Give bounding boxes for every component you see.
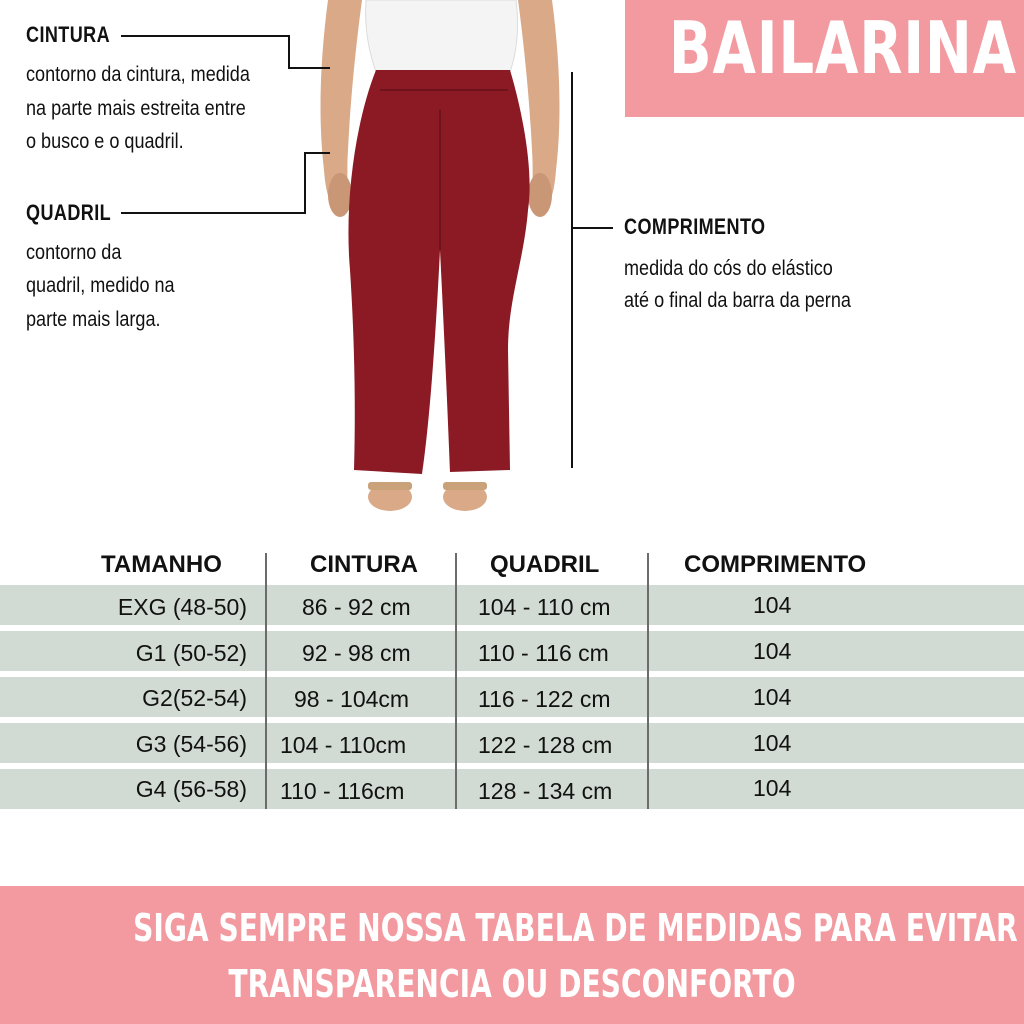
cintura-description-2: na parte mais estreita entre — [26, 97, 246, 120]
table-column-divider — [647, 553, 649, 809]
table-cell-tamanho: G3 (54-56) — [135, 731, 247, 757]
quadril-description-2: quadril, medido na — [26, 274, 175, 297]
table-cell-comprimento: 104 — [753, 775, 792, 801]
table-cell-comprimento: 104 — [753, 638, 792, 664]
quadril-leader-line-vertical — [304, 152, 306, 214]
title-banner — [625, 0, 1024, 117]
table-cell-quadril: 122 - 128 cm — [478, 732, 613, 758]
cintura-heading: CINTURA — [26, 22, 111, 47]
table-cell-tamanho: G2(52-54) — [142, 685, 247, 711]
quadril-leader-line-end — [304, 152, 330, 154]
table-header-cintura: CINTURA — [310, 551, 418, 578]
table-column-divider — [455, 553, 457, 809]
table-cell-tamanho: G1 (50-52) — [135, 640, 247, 666]
comprimento-heading: COMPRIMENTO — [624, 214, 766, 239]
comprimento-description-2: até o final da barra da perna — [624, 289, 851, 312]
table-cell-cintura: 92 - 98 cm — [302, 640, 411, 666]
cintura-description-1: contorno da cintura, medida — [26, 63, 250, 86]
footer-text-line-1: SIGA SEMPRE NOSSA TABELA DE MEDIDAS PARA EVITAR — [133, 906, 1018, 950]
cintura-leader-line-vertical — [288, 35, 290, 69]
table-header-quadril: QUADRIL — [490, 551, 600, 578]
comprimento-description-1: medida do cós do elástico — [624, 257, 833, 280]
table-header-tamanho: TAMANHO — [101, 551, 222, 578]
table-cell-comprimento: 104 — [753, 730, 792, 756]
table-cell-comprimento: 104 — [753, 592, 792, 618]
table-cell-cintura: 98 - 104cm — [294, 686, 410, 712]
table-cell-cintura: 110 - 116cm — [280, 778, 405, 804]
quadril-description-1: contorno da — [26, 241, 122, 264]
table-cell-quadril: 128 - 134 cm — [478, 778, 613, 804]
table-column-divider — [265, 553, 267, 809]
quadril-description-3: parte mais larga. — [26, 308, 161, 331]
footer-text-line-2: TRANSPARENCIA OU DESCONFORTO — [228, 962, 796, 1006]
cintura-description-3: o busco e o quadril. — [26, 130, 184, 153]
quadril-heading: QUADRIL — [26, 200, 112, 225]
footer-banner — [0, 886, 1024, 1024]
cintura-leader-line — [121, 35, 289, 37]
table-cell-cintura: 104 - 110cm — [280, 732, 407, 758]
table-cell-cintura: 86 - 92 cm — [302, 594, 411, 620]
table-cell-tamanho: G4 (56-58) — [135, 776, 247, 802]
table-header-comprimento: COMPRIMENTO — [684, 551, 867, 578]
cintura-leader-line-end — [288, 67, 330, 69]
table-cell-quadril: 116 - 122 cm — [478, 686, 611, 712]
model-pants-illustration — [310, 0, 570, 520]
table-cell-quadril: 104 - 110 cm — [478, 594, 611, 620]
table-cell-comprimento: 104 — [753, 684, 792, 710]
quadril-leader-line — [121, 212, 305, 214]
table-cell-quadril: 110 - 116 cm — [478, 640, 609, 666]
comprimento-measure-line — [571, 72, 573, 468]
table-cell-tamanho: EXG (48-50) — [117, 594, 247, 620]
product-title: BAILARINA — [668, 6, 1017, 90]
comprimento-leader-line — [571, 227, 613, 229]
